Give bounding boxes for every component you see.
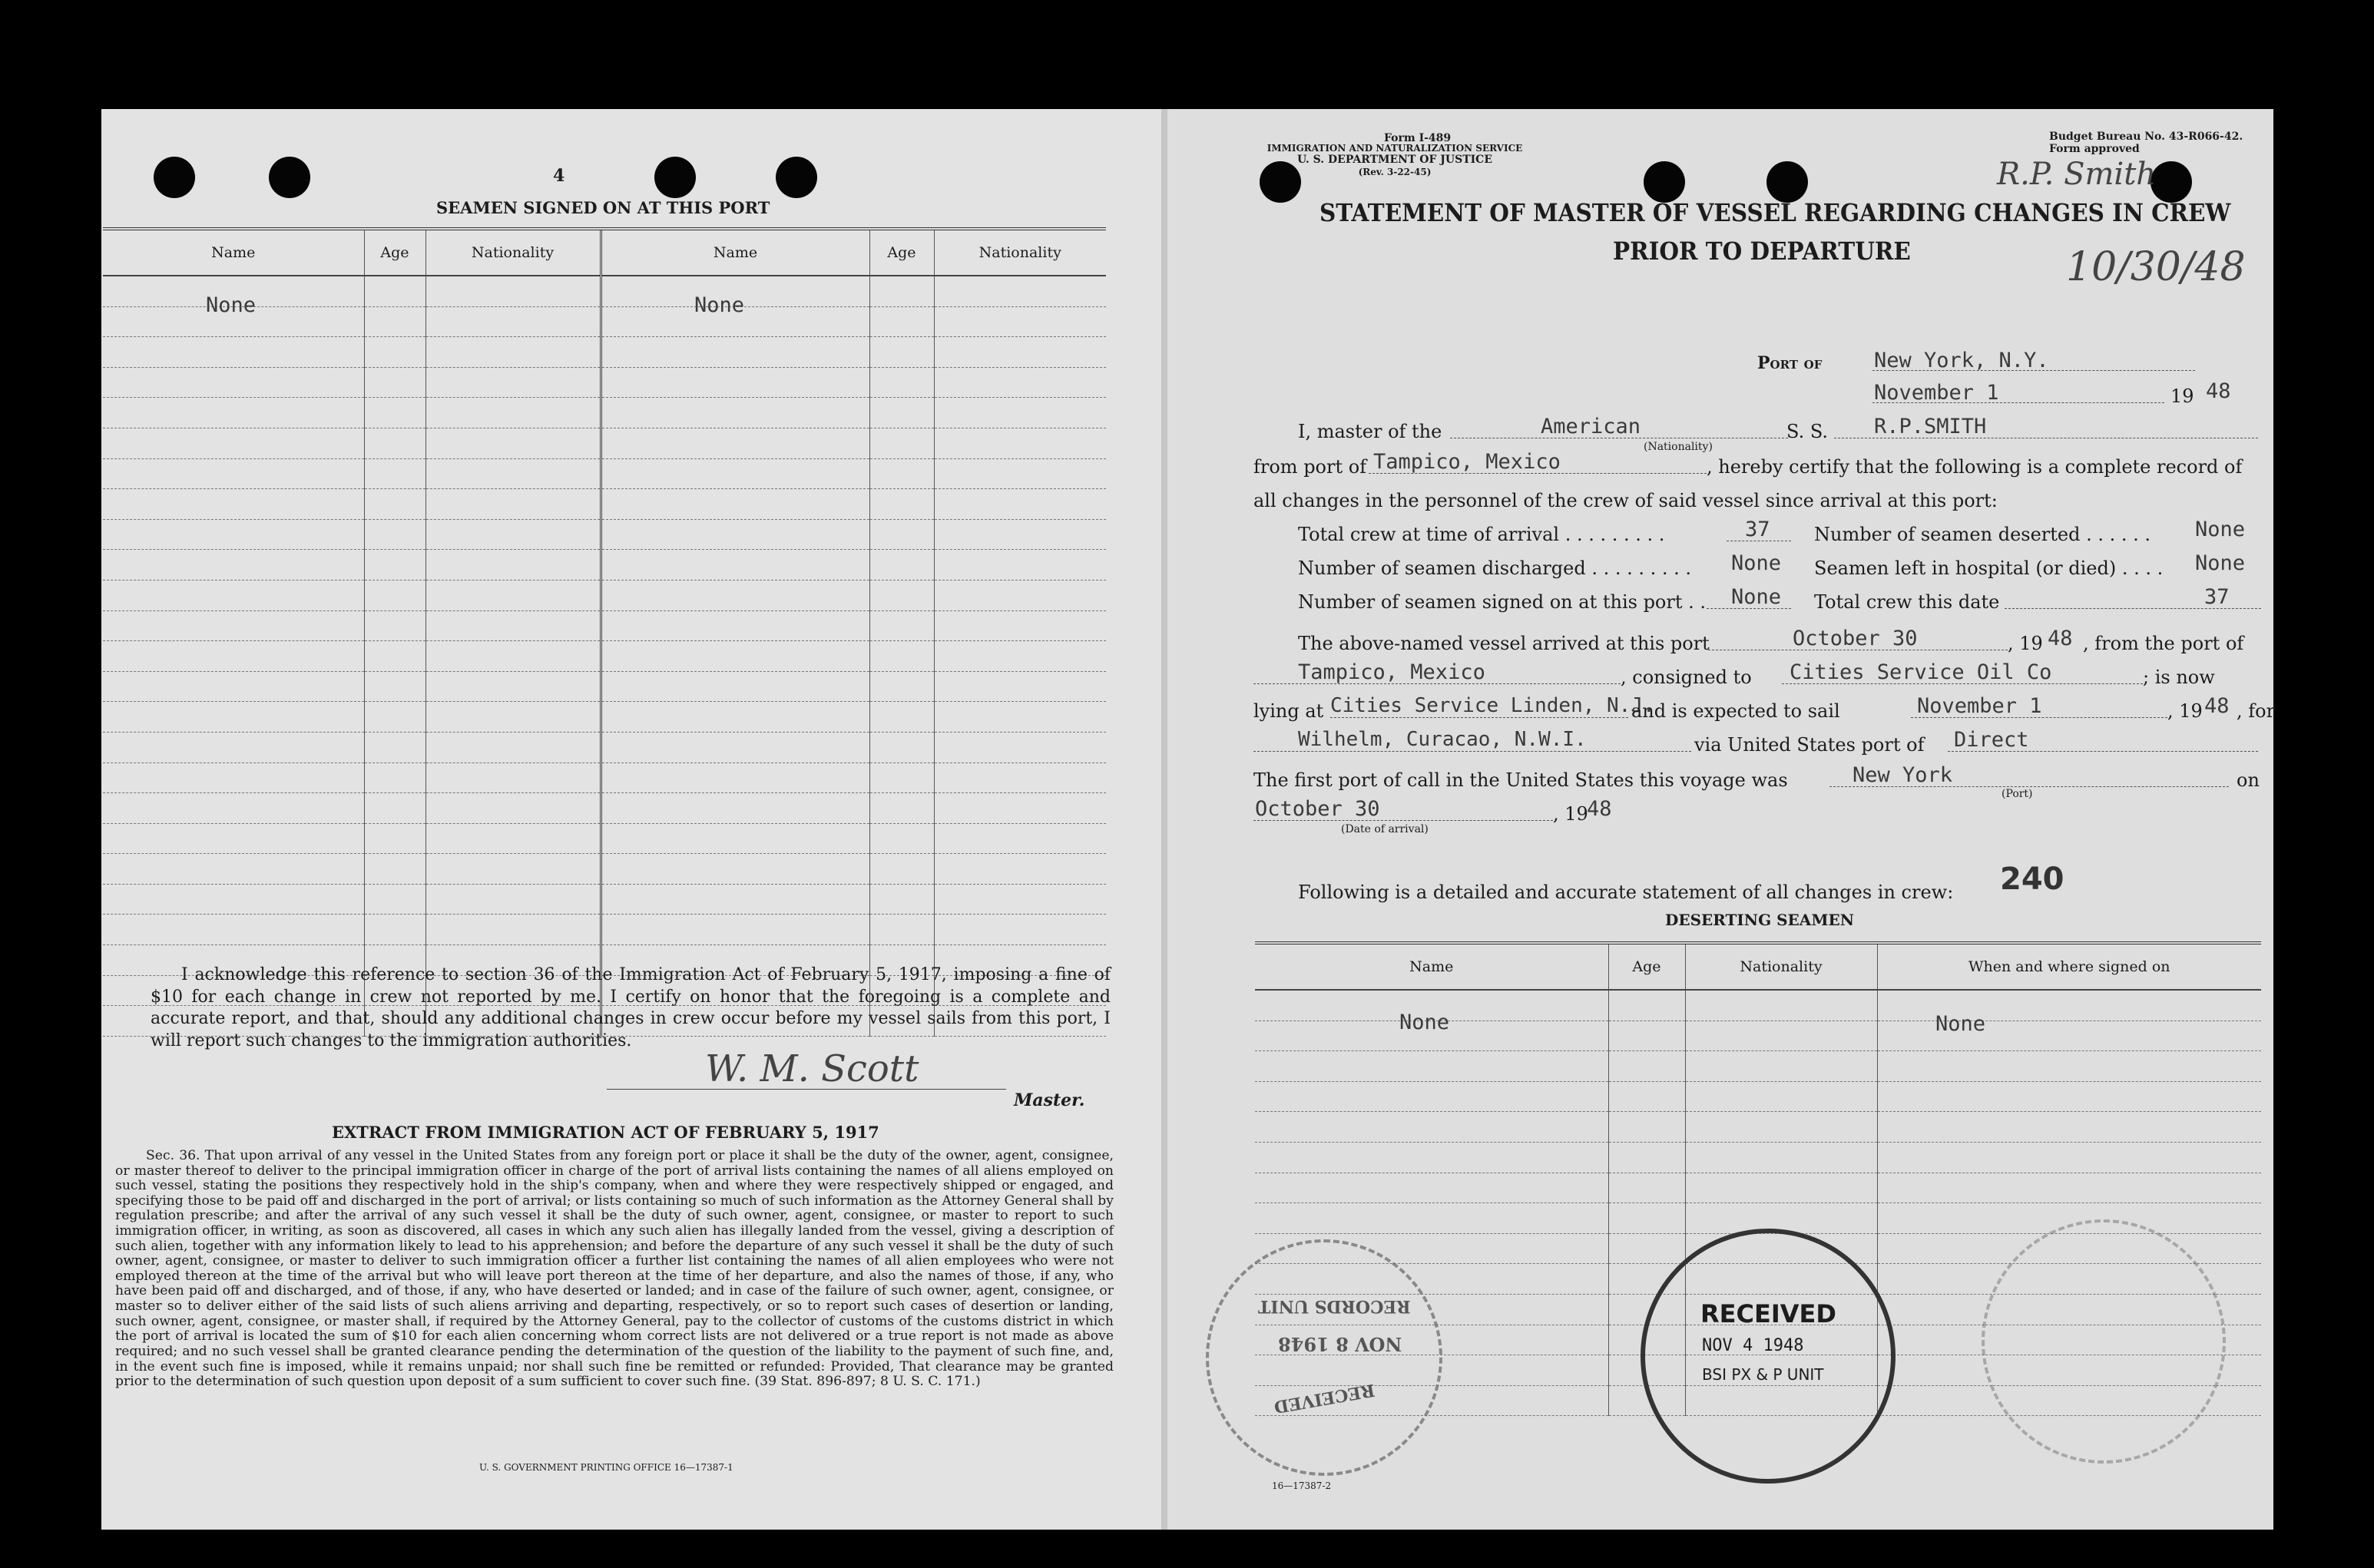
table-cell — [601, 489, 869, 520]
table-row — [103, 398, 1106, 428]
table-cell — [934, 793, 1106, 824]
table-cell — [1877, 1051, 2261, 1082]
form-number: Form I-489 — [1384, 132, 1452, 144]
table-cell — [934, 306, 1106, 337]
table-cell — [103, 762, 364, 793]
form-title: STATEMENT OF MASTER OF VESSEL REGARDING CHANGES IN CREW — [1319, 198, 2231, 227]
extract-text: Sec. 36. That upon arrival of any vessel in the United States from any foreign port or place it shall be the duty of the owner, agent, consignee, or master thereof to deliver to the principal immigration officer in charge of the port of arrival lists containing the names of all aliens employed on such vessel, stating the positions they respectively hold in the ship's company, when and where they were respectively shipped or engaged, and specifying those to be paid off and discharged in the port of arrival; or lists containing so much of such information as the Attorney General shall by regulation prescribe; and after the arrival of any such vessel it shall be the duty of such owner, agent, consignee, or master to report to such immigration officer, in writing, as soon as discovered, all cases in which any such alien has illegally landed from the vessel, giving a description of such alien, together with any information likely to lead to his apprehension; and before the departure of any such vessel it shall be the duty of such owner, agent, consignee, or master to deliver to such immigration officer a further list containing the names of all alien employees who were not employed thereon at the time of the arrival but who will leave port thereon at the time of her departure, and also the names of those, if any, who have been paid off and discharged, and of those, if any, who have deserted or landed; and in case of the failure of such owner, agent, consignee, or master so to deliver either of the said lists of such aliens arriving and departing, respectively, or so to report such cases of desertion or landing, such owner, agent, consignee, or master shall, if required by the Attorney General, pay to the collector of customs of the customs district in which the port of arrival is located the sum of $10 for each alien concerning whom correct lists are not delivered or a true report is not made as above required; and no such vessel shall be granted clearance pending the determination of the question of the liability to the payment of such fine, and, in the event such fine is imposed, while it remains unpaid; nor shall such fine be remitted or refunded: Provided, That clearance may be granted prior to the determination of such question upon deposit of a sum sufficient to cover such fine. (39 Stat. 896-897; 8 U. S. C. 171.) — [115, 1148, 1114, 1390]
table-cell — [103, 915, 364, 945]
total-this-date-label: Total crew this date — [1814, 591, 2000, 613]
table-row — [103, 884, 1106, 915]
agency-block: IMMIGRATION AND NATURALIZATION SERVICE U. S. DEPARTMENT OF JUSTICE (Rev. 3-22-45) — [1266, 143, 1523, 178]
punch-hole — [1644, 161, 1685, 203]
punch-hole — [154, 157, 195, 198]
column-header-name: Name — [103, 229, 364, 276]
table-cell — [103, 398, 364, 428]
arrival-text: The above-named vessel arrived at this port — [1298, 633, 1710, 654]
table-cell — [934, 702, 1106, 733]
table-cell — [103, 641, 364, 672]
table-cell — [869, 306, 934, 337]
for-text: , for — [2237, 700, 2276, 722]
table-cell — [1685, 990, 1877, 1021]
table-cell — [364, 702, 425, 733]
table-cell — [364, 367, 425, 398]
hospital-value: None — [2195, 551, 2246, 575]
arrived-date: October 30 — [1793, 627, 1918, 650]
table-cell — [869, 823, 934, 854]
consigned-text: , consigned to — [1621, 667, 1752, 688]
table-cell — [364, 854, 425, 885]
table-cell — [869, 793, 934, 824]
table-row — [1255, 1081, 2261, 1112]
table-cell — [425, 337, 601, 368]
records-unit-stamp: RECORDS UNIT NOV 8 1948 RECEIVED — [1206, 1239, 1442, 1476]
handwritten-number: 240 — [2000, 862, 2064, 897]
table-row — [1255, 1112, 2261, 1143]
table-cell — [601, 398, 869, 428]
table-cell — [364, 550, 425, 581]
received-stamp: RECEIVED NOV 4 1948 BSI PX & P UNIT — [1641, 1229, 1896, 1484]
table-cell — [934, 276, 1106, 306]
table-cell — [869, 458, 934, 489]
year-prefix: 19 — [2170, 385, 2194, 407]
table-cell — [869, 915, 934, 945]
form-subtitle: PRIOR TO DEPARTURE — [1613, 237, 1911, 266]
page-fold — [1161, 109, 1167, 1530]
sail-year: 48 — [2204, 694, 2230, 718]
table-cell — [103, 610, 364, 641]
table-cell — [934, 762, 1106, 793]
table-cell — [425, 580, 601, 610]
first-port-value: New York — [1853, 763, 1953, 787]
table-cell — [425, 610, 601, 641]
punch-hole — [269, 157, 310, 198]
table-cell — [869, 580, 934, 610]
table-cell — [425, 854, 601, 885]
table-cell — [103, 519, 364, 550]
table-cell — [601, 915, 869, 945]
table-cell — [869, 641, 934, 672]
table-cell — [364, 915, 425, 945]
table-cell — [934, 337, 1106, 368]
table-cell — [869, 276, 934, 306]
table-cell — [934, 641, 1106, 672]
table-row — [103, 823, 1106, 854]
table-row — [1255, 1051, 2261, 1082]
via-port-value: Direct — [1954, 728, 2029, 752]
table-cell — [869, 337, 934, 368]
lying-at-label: lying at — [1253, 700, 1324, 722]
table-row — [103, 793, 1106, 824]
table-cell — [869, 732, 934, 762]
deserting-name-entry: None — [1399, 1011, 1450, 1034]
table-cell — [601, 337, 869, 368]
acknowledgement-text: I acknowledge this reference to section 36 of the Immigration Act of February 5, 1917, imposing a fine of $10 for each change in crew not reported by me. I certify on honor that the foregoing is a complete and accurate report, and that, should any additional changes in crew occur before my vessel sails from this port, I will report such changes to the immigration authorities. — [151, 965, 1111, 1050]
table-cell — [364, 276, 425, 306]
table-cell — [425, 884, 601, 915]
hospital-label: Seamen left in hospital (or died) . . . . — [1814, 557, 2164, 579]
deserted-value: None — [2195, 518, 2246, 541]
table-cell — [364, 428, 425, 458]
destination-value: Wilhelm, Curacao, N.W.I. — [1298, 728, 1587, 751]
table-cell — [1877, 1112, 2261, 1143]
handwritten-date: 10/30/48 — [2066, 244, 2246, 290]
table-cell — [364, 489, 425, 520]
table-cell — [103, 550, 364, 581]
extract-title: EXTRACT FROM IMMIGRATION ACT OF FEBRUARY 5, 1917 — [332, 1123, 879, 1142]
from-port-value: Tampico, Mexico — [1373, 450, 1561, 474]
table-cell — [425, 641, 601, 672]
master-of-the-label: I, master of the — [1298, 421, 1442, 442]
deserting-title: DESERTING SEAMEN — [1665, 911, 1854, 929]
table-cell — [869, 519, 934, 550]
table-cell — [601, 641, 869, 672]
table-cell — [425, 915, 601, 945]
total-crew-arrival-label: Total crew at time of arrival . . . . . . . . . — [1298, 524, 1665, 545]
entry-name-left: None — [206, 293, 257, 317]
table-cell — [869, 428, 934, 458]
table-row — [103, 428, 1106, 458]
table-cell — [103, 367, 364, 398]
table-cell — [1685, 1173, 1877, 1203]
table-row — [1255, 1173, 2261, 1203]
table-cell — [601, 367, 869, 398]
table-cell — [1685, 1051, 1877, 1082]
column-header-name: Name — [1255, 943, 1608, 990]
is-now-text: ; is now — [2143, 667, 2215, 688]
table-cell — [103, 428, 364, 458]
table-cell — [1685, 1081, 1877, 1112]
table-row — [103, 641, 1106, 672]
signature-line — [607, 1089, 1006, 1090]
table-cell — [364, 398, 425, 428]
table-cell — [103, 793, 364, 824]
table-cell — [425, 306, 601, 337]
table-cell — [1685, 1112, 1877, 1143]
statement-date: November 1 — [1874, 381, 1999, 405]
table-cell — [934, 550, 1106, 581]
printer-line-right: 16—17387-2 — [1272, 1480, 1332, 1491]
table-cell — [103, 854, 364, 885]
table-row — [103, 915, 1106, 945]
table-cell — [364, 610, 425, 641]
signed-on-value: None — [1731, 585, 1782, 609]
discharged-value: None — [1731, 551, 1782, 575]
table-cell — [1255, 1203, 1608, 1234]
table-cell — [103, 671, 364, 702]
total-this-date-value: 37 — [2204, 585, 2230, 609]
table-cell — [601, 458, 869, 489]
ship-name: R.P.SMITH — [1874, 415, 1987, 438]
table-cell — [934, 610, 1106, 641]
table-row — [103, 854, 1106, 885]
table-cell — [1877, 1081, 2261, 1112]
table-cell — [425, 550, 601, 581]
origin-value: Tampico, Mexico — [1298, 660, 1485, 684]
table-cell — [601, 550, 869, 581]
first-port-text: The first port of call in the United States this voyage was — [1253, 769, 1788, 791]
table-cell — [425, 398, 601, 428]
table-cell — [601, 823, 869, 854]
table-cell — [934, 915, 1106, 945]
table-cell — [934, 458, 1106, 489]
table-cell — [1877, 1021, 2261, 1051]
table-cell — [1255, 1112, 1608, 1143]
table-cell — [1685, 1021, 1877, 1051]
certify-text-continued: all changes in the personnel of the crew of said vessel since arrival at this port: — [1253, 490, 1998, 511]
table-row — [103, 367, 1106, 398]
table-cell — [1608, 1081, 1685, 1112]
faded-stamp — [1982, 1219, 2226, 1464]
table-cell — [364, 458, 425, 489]
table-cell — [601, 428, 869, 458]
total-crew-arrival-value: 37 — [1745, 518, 1770, 541]
table-cell — [1608, 1112, 1685, 1143]
seamen-signed-on-table — [103, 227, 1106, 1037]
table-cell — [934, 823, 1106, 854]
consignee-value: Cities Service Oil Co — [1790, 660, 2052, 684]
table-cell — [425, 702, 601, 733]
table-cell — [364, 641, 425, 672]
column-header-nationality: Nationality — [1685, 943, 1877, 990]
table-row — [103, 762, 1106, 793]
table-cell — [364, 306, 425, 337]
table-cell — [601, 854, 869, 885]
table-cell — [103, 823, 364, 854]
via-port-text: via United States port of — [1694, 734, 1925, 756]
table-row — [103, 610, 1106, 641]
sail-date: November 1 — [1917, 694, 2042, 718]
certify-text: , hereby certify that the following is a complete record of — [1707, 456, 2243, 478]
table-cell — [425, 276, 601, 306]
table-cell — [364, 762, 425, 793]
lying-at-line — [1330, 717, 1628, 718]
table-cell — [1255, 1142, 1608, 1173]
table-cell — [601, 884, 869, 915]
table-row — [103, 671, 1106, 702]
table-cell — [1608, 1051, 1685, 1082]
table-cell — [1608, 990, 1685, 1021]
table-cell — [934, 367, 1106, 398]
following-text: Following is a detailed and accurate statement of all changes in crew: — [1298, 882, 1954, 903]
table-cell — [425, 428, 601, 458]
table-cell — [425, 793, 601, 824]
table-row — [103, 519, 1106, 550]
table-row — [103, 702, 1106, 733]
date-of-arrival-value: October 30 — [1255, 797, 1380, 821]
table-cell — [601, 671, 869, 702]
table-cell — [103, 458, 364, 489]
table-cell — [934, 580, 1106, 610]
column-header-nationality: Nationality — [425, 229, 601, 276]
column-header-name: Name — [601, 229, 869, 276]
master-label: Master. — [1014, 1090, 1085, 1110]
table-cell — [364, 793, 425, 824]
table-cell — [869, 398, 934, 428]
arrived-year: 48 — [2048, 627, 2073, 650]
table-cell — [934, 489, 1106, 520]
table-cell — [869, 610, 934, 641]
table-row — [103, 337, 1106, 368]
section-title: SEAMEN SIGNED ON AT THIS PORT — [436, 198, 770, 217]
table-cell — [1877, 1173, 2261, 1203]
table-cell — [869, 884, 934, 915]
table-cell — [934, 428, 1106, 458]
table-cell — [425, 823, 601, 854]
punch-hole — [1766, 161, 1808, 203]
table-cell — [1877, 990, 2261, 1021]
table-cell — [869, 854, 934, 885]
nationality-caption: (Nationality) — [1644, 441, 1713, 453]
port-of-value: New York, N.Y. — [1874, 349, 2049, 372]
table-cell — [103, 489, 364, 520]
table-row — [103, 458, 1106, 489]
statement-year: 48 — [2206, 379, 2231, 403]
table-cell — [364, 337, 425, 368]
from-port-label: from port of — [1253, 456, 1367, 478]
table-cell — [934, 398, 1106, 428]
signed-on-label: Number of seamen signed on at this port . . — [1298, 591, 1707, 613]
table-cell — [425, 762, 601, 793]
master-signature: W. M. Scott — [705, 1047, 919, 1090]
table-cell — [103, 732, 364, 762]
entry-name-right: None — [694, 293, 745, 317]
table-cell — [1608, 1173, 1685, 1203]
table-cell — [934, 519, 1106, 550]
table-cell — [1608, 1233, 1685, 1264]
table-cell — [869, 550, 934, 581]
table-row — [103, 550, 1106, 581]
printer-line: U. S. GOVERNMENT PRINTING OFFICE 16—17387-1 — [479, 1462, 733, 1473]
table-cell — [364, 732, 425, 762]
form-approved: Form approved — [2049, 143, 2140, 155]
table-cell — [425, 671, 601, 702]
column-header-age: Age — [1608, 943, 1685, 990]
table-cell — [601, 762, 869, 793]
table-cell — [425, 732, 601, 762]
table-row — [103, 732, 1106, 762]
table-cell — [869, 702, 934, 733]
table-cell — [1255, 1081, 1608, 1112]
deserted-label: Number of seamen deserted . . . . . . — [1814, 524, 2151, 545]
nationality-value: American — [1541, 415, 1641, 438]
ss-label: S. S. — [1786, 421, 1829, 442]
table-cell — [869, 489, 934, 520]
on-text: on — [2237, 769, 2260, 791]
budget-bureau: Budget Bureau No. 43-R066-42. — [2049, 131, 2243, 143]
table-cell — [1608, 1203, 1685, 1234]
date-of-arrival-year-prefix: , 19 — [1553, 803, 1588, 825]
table-cell — [364, 580, 425, 610]
table-row — [1255, 1142, 2261, 1173]
table-cell — [425, 519, 601, 550]
table-row — [103, 489, 1106, 520]
table-cell — [1877, 1142, 2261, 1173]
table-cell — [601, 610, 869, 641]
port-of-label: Port of — [1757, 353, 1823, 373]
table-cell — [934, 854, 1106, 885]
table-cell — [1255, 1173, 1608, 1203]
column-header-age: Age — [869, 229, 934, 276]
table-cell — [601, 519, 869, 550]
table-cell — [364, 519, 425, 550]
date-of-arrival-caption: (Date of arrival) — [1341, 823, 1429, 835]
table-cell — [364, 823, 425, 854]
expected-sail-text: and is expected to sail — [1631, 700, 1840, 722]
table-cell — [425, 367, 601, 398]
arrived-year-prefix: , 19 — [2008, 633, 2043, 654]
table-cell — [601, 702, 869, 733]
deserting-when-entry: None — [1935, 1012, 1986, 1036]
table-cell — [425, 458, 601, 489]
table-cell — [1608, 1021, 1685, 1051]
column-header-age: Age — [364, 229, 425, 276]
table-cell — [103, 702, 364, 733]
lying-at-value: Cities Service Linden, N.J. — [1330, 694, 1655, 717]
table-cell — [425, 489, 601, 520]
discharged-label: Number of seamen discharged . . . . . . . . . — [1298, 557, 1692, 579]
table-cell — [601, 793, 869, 824]
table-cell — [1608, 1142, 1685, 1173]
table-cell — [869, 671, 934, 702]
date-of-arrival-year: 48 — [1587, 797, 1612, 821]
table-cell — [103, 884, 364, 915]
table-row — [103, 580, 1106, 610]
table-cell — [601, 732, 869, 762]
table-cell — [934, 671, 1106, 702]
table-cell — [869, 367, 934, 398]
page-number: 4 — [553, 166, 565, 186]
table-cell — [103, 337, 364, 368]
destination-line — [1253, 751, 1691, 752]
handwritten-initials: R.P. Smith — [1997, 157, 2157, 192]
table-cell — [934, 732, 1106, 762]
column-header-nationality: Nationality — [934, 229, 1106, 276]
table-cell — [1255, 1051, 1608, 1082]
punch-hole — [2151, 161, 2192, 203]
punch-hole — [776, 157, 817, 198]
table-cell — [934, 884, 1106, 915]
sail-year-prefix: , 19 — [2167, 700, 2203, 722]
table-cell — [103, 580, 364, 610]
table-cell — [364, 671, 425, 702]
from-port-text: , from the port of — [2083, 633, 2244, 654]
table-cell — [364, 884, 425, 915]
table-cell — [601, 580, 869, 610]
port-caption: (Port) — [2002, 788, 2033, 800]
table-cell — [1685, 1142, 1877, 1173]
punch-hole — [654, 157, 696, 198]
table-cell — [869, 762, 934, 793]
column-header-when-where: When and where signed on — [1877, 943, 2261, 990]
